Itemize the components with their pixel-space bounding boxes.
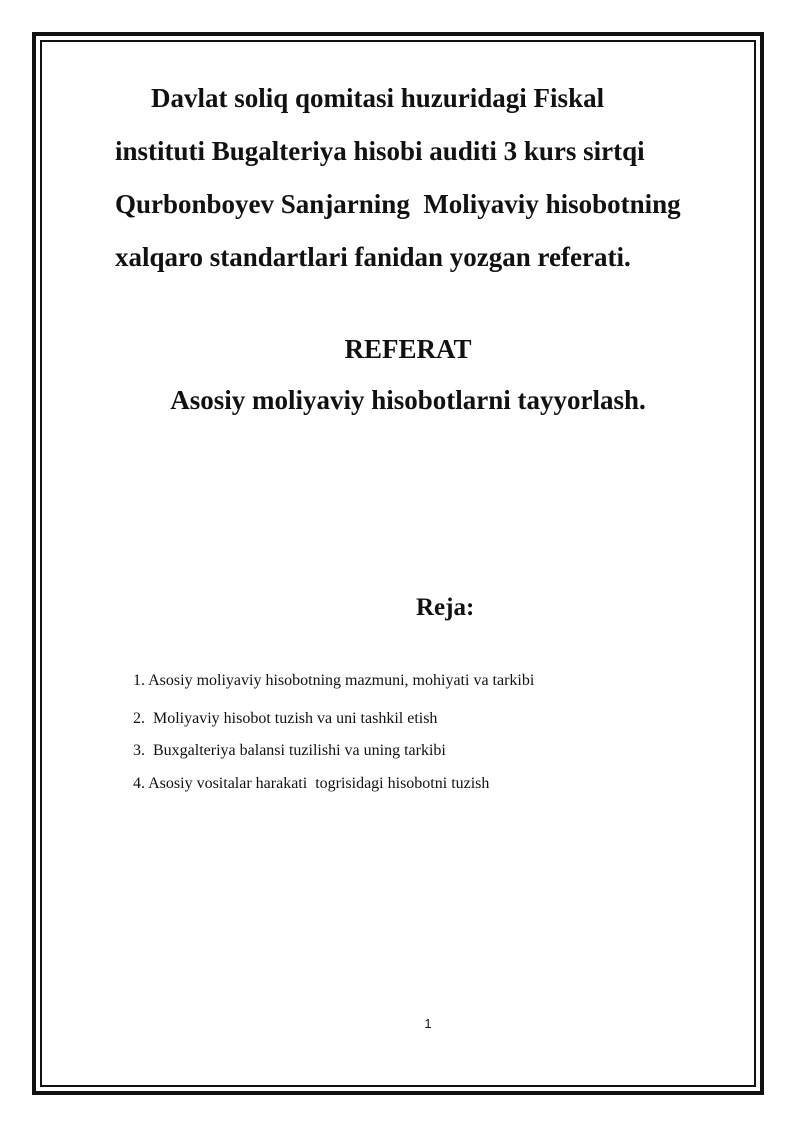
heading-line: Qurbonboyev Sanjarning Moliyaviy hisobotning [115,189,681,219]
document-subject: Asosiy moliyaviy hisobotlarni tayyorlash. [170,385,646,415]
heading-line: instituti Bugalteriya hisobi auditi 3 kurs sirtqi [115,136,645,166]
plan-title: Reja: [416,594,475,621]
plan-item: 1. Asosiy moliyaviy hisobotning mazmuni, mohiyati va tarkibi [133,672,535,689]
document-type: REFERAT [344,334,472,364]
heading-line: Davlat soliq qomitasi huzuridagi Fiskal [151,83,605,113]
heading-line: xalqaro standartlari fanidan yozgan referati. [115,242,631,272]
page-number: 1 [424,1016,432,1031]
plan-item: 2. Moliyaviy hisobot tuzish va uni tashkil etish [133,710,438,727]
title-heading [115,72,755,284]
plan-item: 4. Asosiy vositalar harakati togrisidagi hisobotni tuzish [133,775,490,792]
plan-item: 3. Buxgalteriya balansi tuzilishi va uning tarkibi [133,742,446,759]
